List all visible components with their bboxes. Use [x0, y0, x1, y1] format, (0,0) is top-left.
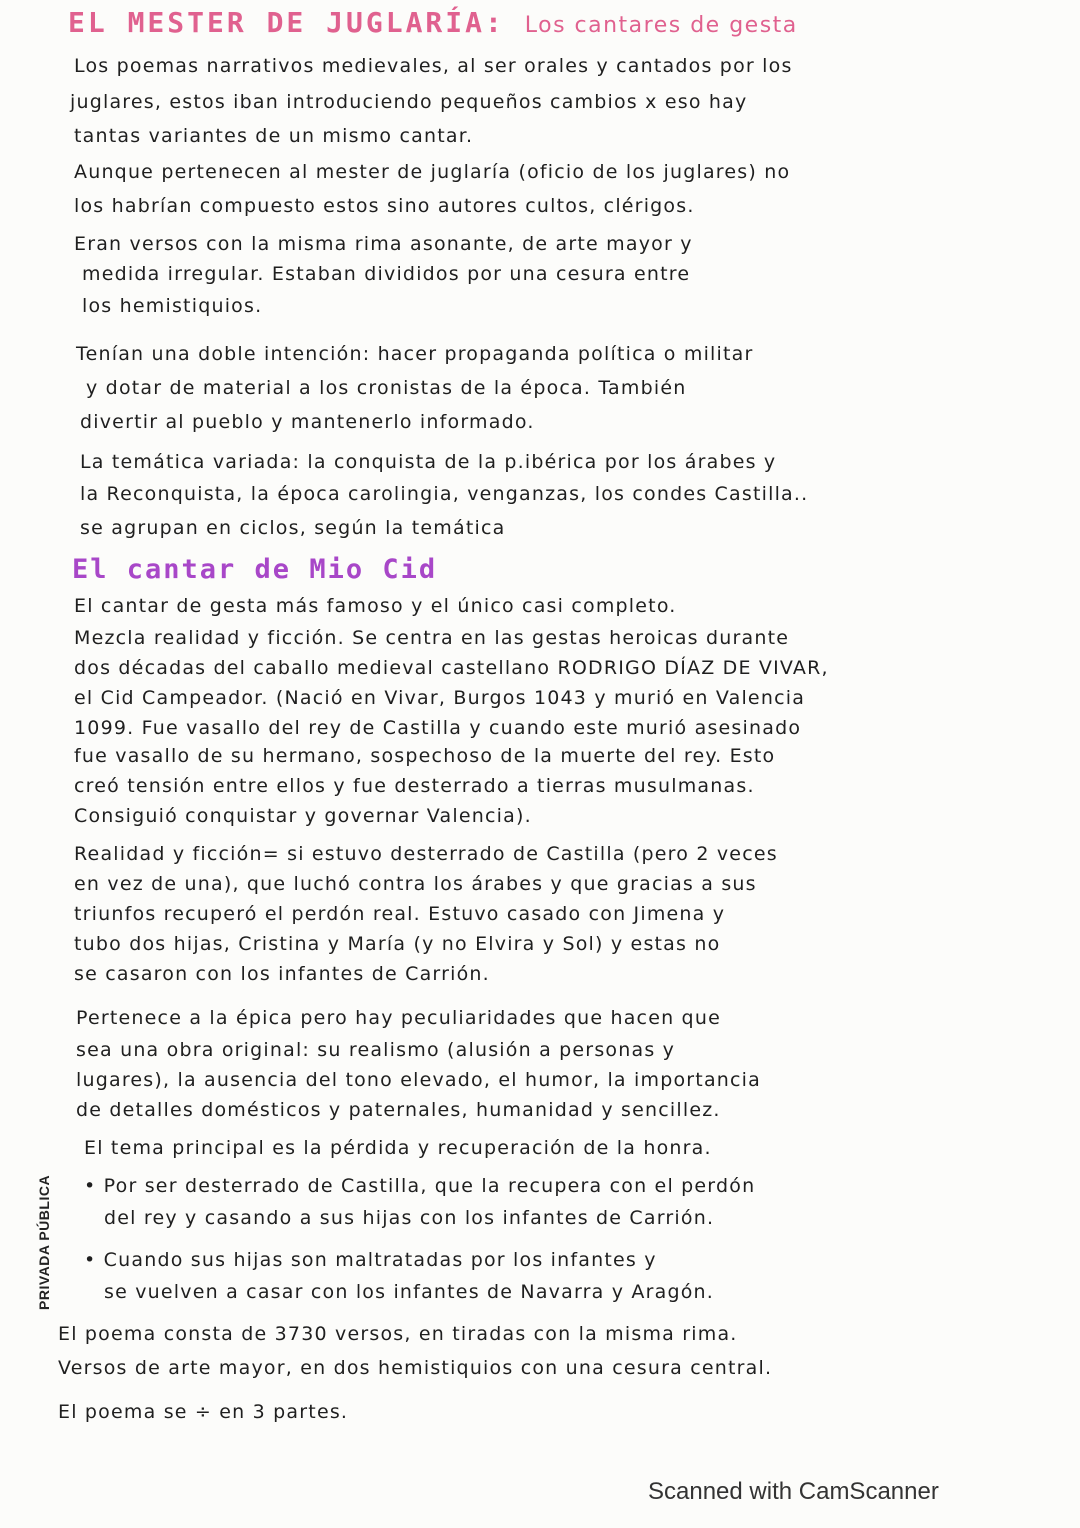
text-line: triunfos recuperó el perdón real. Estuvo casado con Jimena y [74, 903, 726, 925]
text-line: Aunque pertenecen al mester de juglaría (oficio de los juglares) no [74, 161, 791, 183]
title-main: EL MESTER DE JUGLARÍA: [68, 6, 505, 39]
text-line: dos décadas del caballo medieval castellano RODRIGO DÍAZ DE VIVAR, [74, 657, 829, 679]
text-line: 1099. Fue vasallo del rey de Castilla y cuando este murió asesinado [74, 717, 802, 739]
text-line: la Reconquista, la época carolingia, venganzas, los condes Castilla.. [80, 483, 809, 505]
text-line: los hemistiquios. [82, 295, 263, 317]
scanner-watermark: Scanned with CamScanner [648, 1478, 939, 1505]
text-line: en vez de una), que luchó contra los árabes y que gracias a sus [74, 873, 757, 895]
section-heading: El cantar de Mio Cid [72, 554, 438, 585]
text-line: Mezcla realidad y ficción. Se centra en las gestas heroicas durante [74, 627, 790, 649]
text-line: sea una obra original: su realismo (alusión a personas y [76, 1039, 676, 1061]
text-line: se agrupan en ciclos, según la temática [80, 517, 506, 539]
text-line: Tenían una doble intención: hacer propaganda política o militar [76, 343, 754, 365]
text-line: el Cid Campeador. (Nació en Vivar, Burgos 1043 y murió en Valencia [74, 687, 806, 709]
text-line: Los poemas narrativos medievales, al ser orales y cantados por los [74, 55, 793, 77]
text-line: El poema consta de 3730 versos, en tiradas con la misma rima. [58, 1323, 738, 1345]
text-line: La temática variada: la conquista de la p.ibérica por los árabes y [80, 451, 777, 473]
text-line: divertir al pueblo y mantenerlo informado. [80, 411, 535, 433]
text-line: los habrían compuesto estos sino autores cultos, clérigos. [74, 195, 695, 217]
text-line: juglares, estos iban introduciendo pequeños cambios x eso hay [70, 91, 748, 113]
text-line: tantas variantes de un mismo cantar. [74, 125, 474, 147]
text-line: Versos de arte mayor, en dos hemistiquios con una cesura central. [58, 1357, 773, 1379]
text-line: Eran versos con la misma rima asonante, de arte mayor y [74, 233, 693, 255]
margin-stamp: PRIVADA PÚBLICA [36, 1174, 52, 1310]
text-line: de detalles domésticos y paternales, humanidad y sencillez. [76, 1099, 721, 1121]
text-line: Consiguió conquistar y governar Valencia). [74, 805, 532, 827]
text-line: lugares), la ausencia del tono elevado, el humor, la importancia [76, 1069, 762, 1091]
text-line: y dotar de material a los cronistas de la época. También [86, 377, 687, 399]
list-item-continuation: del rey y casando a sus hijas con los infantes de Carrión. [104, 1207, 715, 1229]
text-line: Pertenece a la épica pero hay peculiaridades que hacen que [76, 1007, 721, 1029]
text-line: tubo dos hijas, Cristina y María (y no Elvira y Sol) y estas no [74, 933, 721, 955]
text-line: Realidad y ficción= si estuvo desterrado de Castilla (pero 2 veces [74, 843, 778, 865]
list-item: • Por ser desterrado de Castilla, que la recupera con el perdón [84, 1175, 756, 1197]
text-line: creó tensión entre ellos y fue desterrado a tierras musulmanas. [74, 775, 755, 797]
text-line: se casaron con los infantes de Carrión. [74, 963, 490, 985]
text-line: El tema principal es la pérdida y recuperación de la honra. [84, 1137, 712, 1159]
list-item-continuation: se vuelven a casar con los infantes de Navarra y Aragón. [104, 1281, 715, 1303]
text-line: El cantar de gesta más famoso y el único casi completo. [74, 595, 677, 617]
text-line: El poema se ÷ en 3 partes. [58, 1401, 349, 1423]
list-item: • Cuando sus hijas son maltratadas por los infantes y [84, 1249, 657, 1271]
text-line: fue vasallo de su hermano, sospechoso de la muerte del rey. Esto [74, 745, 776, 767]
page-title [68, 6, 798, 39]
text-line: medida irregular. Estaban divididos por una cesura entre [82, 263, 691, 285]
title-subtitle: Los cantares de gesta [524, 13, 798, 38]
